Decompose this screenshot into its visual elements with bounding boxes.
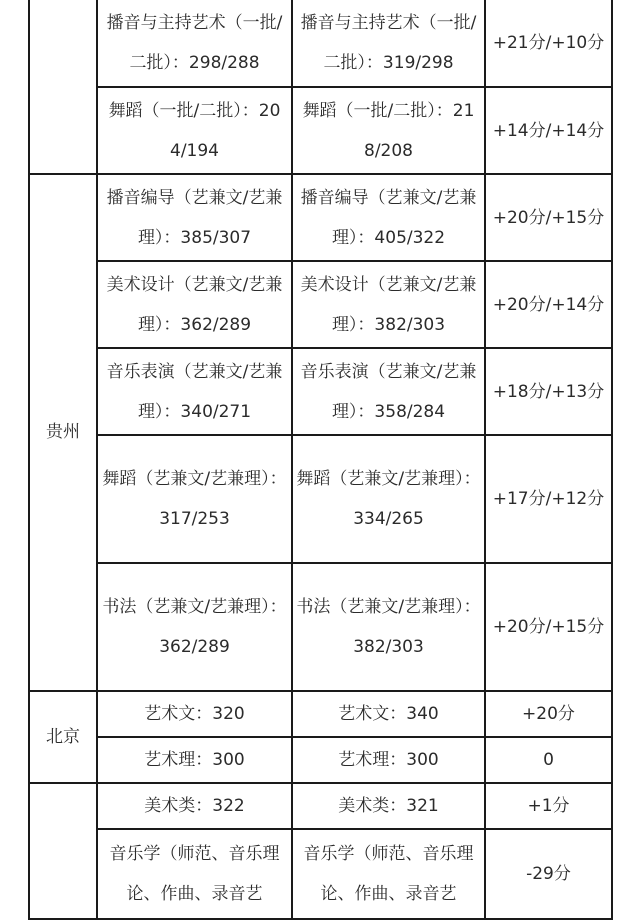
score-cell-curr: 舞蹈（艺兼文/艺兼理）：334/265 [292, 435, 485, 563]
score-diff-cell: +14分/+14分 [485, 87, 612, 174]
score-cell-curr: 音乐表演（艺兼文/艺兼理）：358/284 [292, 348, 485, 435]
province-cell [29, 783, 97, 919]
score-cell-prev: 美术设计（艺兼文/艺兼理）：362/289 [97, 261, 292, 348]
score-diff-cell: 0 [485, 737, 612, 783]
score-comparison-table [28, 0, 613, 920]
score-cell-prev: 播音编导（艺兼文/艺兼理）：385/307 [97, 174, 292, 261]
score-cell-curr: 音乐学（师范、音乐理论、作曲、录音艺 [292, 829, 485, 919]
score-diff-cell: +1分 [485, 783, 612, 829]
table-row [29, 87, 612, 174]
score-cell-curr: 书法（艺兼文/艺兼理）：382/303 [292, 563, 485, 691]
score-cell-prev: 播音与主持艺术（一批/二批）：298/288 [97, 0, 292, 87]
score-cell-prev: 音乐表演（艺兼文/艺兼理）：340/271 [97, 348, 292, 435]
score-diff-cell: +17分/+12分 [485, 435, 612, 563]
table-row [29, 783, 612, 829]
score-cell-curr: 美术类：321 [292, 783, 485, 829]
score-cell-curr: 艺术理：300 [292, 737, 485, 783]
table-row [29, 261, 612, 348]
score-cell-curr: 播音与主持艺术（一批/二批）：319/298 [292, 0, 485, 87]
score-diff-cell: +18分/+13分 [485, 348, 612, 435]
score-cell-prev: 舞蹈（一批/二批）：204/194 [97, 87, 292, 174]
score-diff-cell: +21分/+10分 [485, 0, 612, 87]
score-diff-cell: +20分/+14分 [485, 261, 612, 348]
score-diff-cell: -29分 [485, 829, 612, 919]
score-cell-curr: 美术设计（艺兼文/艺兼理）：382/303 [292, 261, 485, 348]
score-diff-cell: +20分 [485, 691, 612, 737]
province-cell-beijing: 北京 [29, 691, 97, 783]
table-row [29, 0, 612, 87]
score-cell-prev: 艺术文：320 [97, 691, 292, 737]
score-cell-curr: 舞蹈（一批/二批）：218/208 [292, 87, 485, 174]
score-cell-prev: 美术类：322 [97, 783, 292, 829]
score-cell-curr: 艺术文：340 [292, 691, 485, 737]
score-cell-curr: 播音编导（艺兼文/艺兼理）：405/322 [292, 174, 485, 261]
table-row [29, 691, 612, 737]
table-row [29, 829, 612, 919]
score-diff-cell: +20分/+15分 [485, 563, 612, 691]
table-row [29, 174, 612, 261]
table-row [29, 348, 612, 435]
score-diff-cell: +20分/+15分 [485, 174, 612, 261]
province-cell [29, 0, 97, 174]
table-row [29, 563, 612, 691]
province-cell-guizhou: 贵州 [29, 174, 97, 691]
score-cell-prev: 音乐学（师范、音乐理论、作曲、录音艺 [97, 829, 292, 919]
score-cell-prev: 书法（艺兼文/艺兼理）：362/289 [97, 563, 292, 691]
table-row [29, 737, 612, 783]
table-row [29, 435, 612, 563]
score-cell-prev: 艺术理：300 [97, 737, 292, 783]
score-cell-prev: 舞蹈（艺兼文/艺兼理）：317/253 [97, 435, 292, 563]
